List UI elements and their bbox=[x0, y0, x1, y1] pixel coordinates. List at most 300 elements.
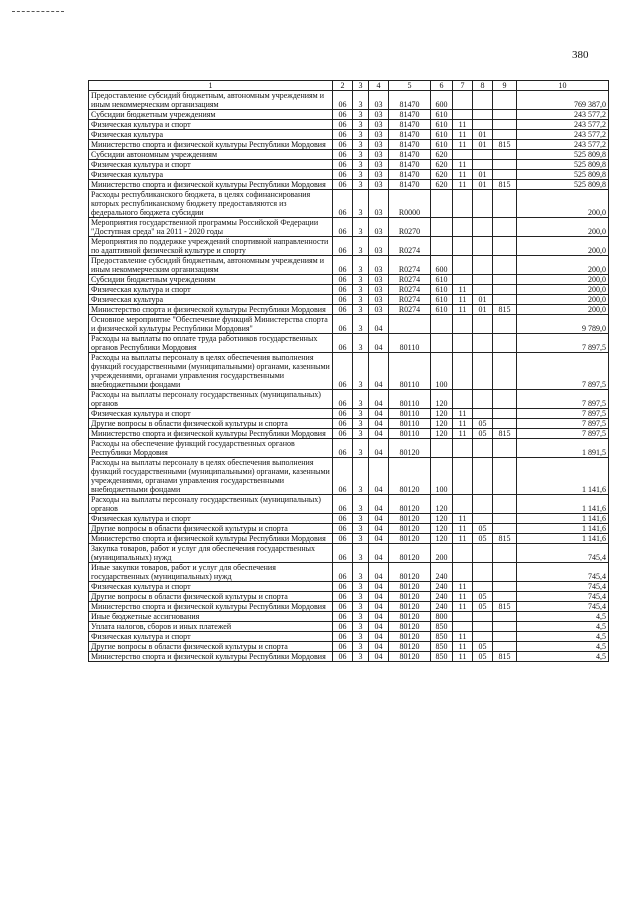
row-name-cell: Предоставление субсидий бюджетным, автономным учреждениям и иным некоммерческим организациям bbox=[89, 91, 333, 110]
amount-cell: 745,4 bbox=[517, 544, 609, 563]
row-name-cell: Субсидии бюджетным учреждениям bbox=[89, 110, 333, 120]
table-row bbox=[89, 592, 609, 602]
code-cell bbox=[453, 237, 473, 256]
code-cell: 3 bbox=[353, 130, 369, 140]
code-cell bbox=[493, 495, 517, 514]
code-cell bbox=[473, 458, 493, 495]
code-cell: 11 bbox=[453, 642, 473, 652]
code-cell: 11 bbox=[453, 429, 473, 439]
code-cell: 01 bbox=[473, 295, 493, 305]
code-cell: 81470 bbox=[389, 91, 431, 110]
amount-cell: 4,5 bbox=[517, 622, 609, 632]
code-cell: 120 bbox=[431, 495, 453, 514]
code-cell: 80120 bbox=[389, 652, 431, 662]
code-cell bbox=[453, 439, 473, 458]
code-cell bbox=[493, 315, 517, 334]
code-cell: 3 bbox=[353, 439, 369, 458]
table-row bbox=[89, 150, 609, 160]
code-cell: 3 bbox=[353, 120, 369, 130]
code-cell: 03 bbox=[369, 218, 389, 237]
code-cell: 80110 bbox=[389, 390, 431, 409]
code-cell: 06 bbox=[333, 602, 353, 612]
amount-cell: 745,4 bbox=[517, 563, 609, 582]
table-header-row bbox=[89, 81, 609, 91]
code-cell: 03 bbox=[369, 91, 389, 110]
row-name-cell: Другие вопросы в области физической культуры и спорта bbox=[89, 642, 333, 652]
code-cell bbox=[431, 439, 453, 458]
code-cell: 11 bbox=[453, 120, 473, 130]
row-name-cell: Министерство спорта и физической культуры Республики Мордовия bbox=[89, 140, 333, 150]
row-name-cell: Другие вопросы в области физической культуры и спорта bbox=[89, 419, 333, 429]
code-cell bbox=[453, 458, 473, 495]
code-cell: 06 bbox=[333, 140, 353, 150]
code-cell: 240 bbox=[431, 592, 453, 602]
code-cell: 04 bbox=[369, 602, 389, 612]
code-cell: 04 bbox=[369, 429, 389, 439]
row-name-cell: Физическая культура и спорт bbox=[89, 632, 333, 642]
row-name-cell: Министерство спорта и физической культуры Республики Мордовия bbox=[89, 652, 333, 662]
code-cell: 120 bbox=[431, 534, 453, 544]
code-cell: 06 bbox=[333, 218, 353, 237]
amount-cell: 200,0 bbox=[517, 295, 609, 305]
code-cell bbox=[493, 622, 517, 632]
table-row bbox=[89, 524, 609, 534]
code-cell: 03 bbox=[369, 140, 389, 150]
amount-cell: 9 789,0 bbox=[517, 315, 609, 334]
amount-cell: 200,0 bbox=[517, 190, 609, 218]
code-cell bbox=[493, 150, 517, 160]
code-cell: R0270 bbox=[389, 218, 431, 237]
code-cell: 06 bbox=[333, 419, 353, 429]
code-cell: 04 bbox=[369, 642, 389, 652]
code-cell bbox=[453, 190, 473, 218]
table-row bbox=[89, 534, 609, 544]
code-cell: 850 bbox=[431, 652, 453, 662]
table-row bbox=[89, 275, 609, 285]
amount-cell: 1 141,6 bbox=[517, 495, 609, 514]
code-cell: 06 bbox=[333, 110, 353, 120]
code-cell bbox=[493, 544, 517, 563]
code-cell: 06 bbox=[333, 439, 353, 458]
code-cell: 05 bbox=[473, 429, 493, 439]
code-cell: 06 bbox=[333, 190, 353, 218]
column-header: 2 bbox=[333, 81, 353, 91]
code-cell: 120 bbox=[431, 514, 453, 524]
code-cell: 11 bbox=[453, 409, 473, 419]
code-cell bbox=[473, 582, 493, 592]
column-header: 5 bbox=[389, 81, 431, 91]
code-cell: 03 bbox=[369, 305, 389, 315]
code-cell bbox=[493, 563, 517, 582]
table-row bbox=[89, 622, 609, 632]
code-cell: 06 bbox=[333, 458, 353, 495]
code-cell: 80120 bbox=[389, 642, 431, 652]
code-cell: 04 bbox=[369, 612, 389, 622]
code-cell: 610 bbox=[431, 275, 453, 285]
code-cell bbox=[493, 190, 517, 218]
code-cell: 81470 bbox=[389, 180, 431, 190]
code-cell: 05 bbox=[473, 592, 493, 602]
amount-cell: 4,5 bbox=[517, 642, 609, 652]
code-cell bbox=[431, 218, 453, 237]
table-row bbox=[89, 642, 609, 652]
code-cell: 80110 bbox=[389, 334, 431, 353]
code-cell: 06 bbox=[333, 429, 353, 439]
table-row bbox=[89, 612, 609, 622]
amount-cell: 1 141,6 bbox=[517, 458, 609, 495]
code-cell: 120 bbox=[431, 524, 453, 534]
code-cell: 81470 bbox=[389, 170, 431, 180]
code-cell: 11 bbox=[453, 582, 473, 592]
code-cell bbox=[493, 353, 517, 390]
code-cell bbox=[473, 275, 493, 285]
code-cell bbox=[493, 256, 517, 275]
code-cell bbox=[453, 110, 473, 120]
code-cell: 81470 bbox=[389, 110, 431, 120]
amount-cell: 7 897,5 bbox=[517, 429, 609, 439]
code-cell: 3 bbox=[353, 256, 369, 275]
code-cell: 06 bbox=[333, 495, 353, 514]
table-row bbox=[89, 652, 609, 662]
code-cell bbox=[473, 218, 493, 237]
code-cell bbox=[473, 256, 493, 275]
code-cell: 80120 bbox=[389, 612, 431, 622]
code-cell: 05 bbox=[473, 642, 493, 652]
code-cell bbox=[493, 612, 517, 622]
code-cell: 610 bbox=[431, 120, 453, 130]
code-cell: 06 bbox=[333, 390, 353, 409]
code-cell: 01 bbox=[473, 305, 493, 315]
amount-cell: 200,0 bbox=[517, 275, 609, 285]
row-name-cell: Субсидии бюджетным учреждениям bbox=[89, 275, 333, 285]
code-cell: 610 bbox=[431, 285, 453, 295]
amount-cell: 525 809,8 bbox=[517, 170, 609, 180]
code-cell: 81470 bbox=[389, 120, 431, 130]
amount-cell: 745,4 bbox=[517, 582, 609, 592]
amount-cell: 243 577,2 bbox=[517, 140, 609, 150]
budget-table bbox=[88, 80, 609, 662]
code-cell bbox=[493, 170, 517, 180]
amount-cell: 1 141,6 bbox=[517, 534, 609, 544]
row-name-cell: Мероприятия государственной программы Российской Федерации "Доступная среда" на 2011 - 2020 годы bbox=[89, 218, 333, 237]
code-cell bbox=[453, 275, 473, 285]
code-cell: 04 bbox=[369, 419, 389, 429]
code-cell: 11 bbox=[453, 295, 473, 305]
code-cell: 06 bbox=[333, 275, 353, 285]
code-cell: 815 bbox=[493, 602, 517, 612]
code-cell bbox=[473, 285, 493, 295]
code-cell: 120 bbox=[431, 429, 453, 439]
code-cell: 3 bbox=[353, 495, 369, 514]
code-cell: 11 bbox=[453, 140, 473, 150]
code-cell: 3 bbox=[353, 295, 369, 305]
code-cell: 06 bbox=[333, 180, 353, 190]
code-cell bbox=[431, 190, 453, 218]
code-cell: 04 bbox=[369, 622, 389, 632]
code-cell: 80120 bbox=[389, 458, 431, 495]
code-cell bbox=[493, 120, 517, 130]
code-cell: 03 bbox=[369, 120, 389, 130]
table-row bbox=[89, 429, 609, 439]
table-row bbox=[89, 237, 609, 256]
table-body bbox=[89, 91, 609, 662]
code-cell bbox=[493, 160, 517, 170]
code-cell: 11 bbox=[453, 419, 473, 429]
row-name-cell: Министерство спорта и физической культуры Республики Мордовия bbox=[89, 534, 333, 544]
column-header: 10 bbox=[517, 81, 609, 91]
code-cell: 04 bbox=[369, 592, 389, 602]
code-cell: 3 bbox=[353, 582, 369, 592]
code-cell bbox=[493, 110, 517, 120]
amount-cell: 7 897,5 bbox=[517, 390, 609, 409]
code-cell: 04 bbox=[369, 458, 389, 495]
code-cell: 04 bbox=[369, 409, 389, 419]
code-cell: 11 bbox=[453, 285, 473, 295]
code-cell: 03 bbox=[369, 190, 389, 218]
code-cell: 850 bbox=[431, 622, 453, 632]
code-cell bbox=[493, 130, 517, 140]
code-cell: 04 bbox=[369, 534, 389, 544]
amount-cell: 7 897,5 bbox=[517, 334, 609, 353]
table-row bbox=[89, 110, 609, 120]
code-cell bbox=[473, 622, 493, 632]
code-cell: 3 bbox=[353, 458, 369, 495]
code-cell: 3 bbox=[353, 524, 369, 534]
code-cell bbox=[453, 256, 473, 275]
table-row bbox=[89, 514, 609, 524]
code-cell: 11 bbox=[453, 602, 473, 612]
code-cell: 3 bbox=[353, 612, 369, 622]
row-name-cell: Физическая культура bbox=[89, 130, 333, 140]
code-cell: 620 bbox=[431, 160, 453, 170]
code-cell bbox=[453, 390, 473, 409]
code-cell bbox=[493, 419, 517, 429]
table-row bbox=[89, 285, 609, 295]
code-cell: 3 bbox=[353, 353, 369, 390]
code-cell: 3 bbox=[353, 285, 369, 295]
row-name-cell: Физическая культура bbox=[89, 295, 333, 305]
code-cell: 01 bbox=[473, 140, 493, 150]
code-cell: 11 bbox=[453, 652, 473, 662]
table-row bbox=[89, 315, 609, 334]
code-cell: 11 bbox=[453, 130, 473, 140]
code-cell bbox=[473, 237, 493, 256]
table-row bbox=[89, 390, 609, 409]
code-cell: 05 bbox=[473, 419, 493, 429]
code-cell: 04 bbox=[369, 334, 389, 353]
code-cell bbox=[493, 334, 517, 353]
code-cell bbox=[493, 409, 517, 419]
amount-cell: 200,0 bbox=[517, 285, 609, 295]
code-cell bbox=[473, 353, 493, 390]
code-cell: 100 bbox=[431, 458, 453, 495]
amount-cell: 525 809,8 bbox=[517, 150, 609, 160]
row-name-cell: Министерство спорта и физической культуры Республики Мордовия bbox=[89, 305, 333, 315]
code-cell: 03 bbox=[369, 237, 389, 256]
row-name-cell: Иные закупки товаров, работ и услуг для обеспечения государственных (муниципальных) нужд bbox=[89, 563, 333, 582]
code-cell bbox=[453, 315, 473, 334]
code-cell: 3 bbox=[353, 170, 369, 180]
code-cell: 240 bbox=[431, 602, 453, 612]
code-cell bbox=[493, 642, 517, 652]
code-cell: 11 bbox=[453, 305, 473, 315]
code-cell: 620 bbox=[431, 170, 453, 180]
code-cell: 11 bbox=[453, 514, 473, 524]
code-cell bbox=[473, 495, 493, 514]
code-cell: 3 bbox=[353, 544, 369, 563]
code-cell bbox=[493, 632, 517, 642]
code-cell: 05 bbox=[473, 602, 493, 612]
code-cell bbox=[473, 544, 493, 563]
amount-cell: 200,0 bbox=[517, 305, 609, 315]
code-cell bbox=[473, 409, 493, 419]
row-name-cell: Министерство спорта и физической культуры Республики Мордовия bbox=[89, 602, 333, 612]
code-cell bbox=[473, 190, 493, 218]
code-cell: 11 bbox=[453, 632, 473, 642]
table-row bbox=[89, 295, 609, 305]
code-cell: 815 bbox=[493, 534, 517, 544]
code-cell bbox=[493, 91, 517, 110]
code-cell: 06 bbox=[333, 130, 353, 140]
code-cell: 850 bbox=[431, 642, 453, 652]
code-cell: 04 bbox=[369, 582, 389, 592]
page-number: 380 bbox=[572, 49, 589, 61]
table-row bbox=[89, 130, 609, 140]
code-cell: 620 bbox=[431, 150, 453, 160]
column-header: 9 bbox=[493, 81, 517, 91]
code-cell: 04 bbox=[369, 632, 389, 642]
table-row bbox=[89, 563, 609, 582]
table-row bbox=[89, 256, 609, 275]
row-name-cell: Расходы республиканского бюджета, в целях софинансирования которых республиканскому бюджету предоставляются из федерального бюджета субсидии bbox=[89, 190, 333, 218]
table-row bbox=[89, 353, 609, 390]
code-cell: 04 bbox=[369, 652, 389, 662]
code-cell: R0274 bbox=[389, 275, 431, 285]
code-cell bbox=[453, 544, 473, 563]
code-cell bbox=[473, 612, 493, 622]
code-cell bbox=[453, 495, 473, 514]
code-cell bbox=[453, 150, 473, 160]
code-cell: 81470 bbox=[389, 140, 431, 150]
code-cell bbox=[473, 439, 493, 458]
row-name-cell: Иные бюджетные ассигнования bbox=[89, 612, 333, 622]
code-cell: 610 bbox=[431, 140, 453, 150]
code-cell: 80110 bbox=[389, 353, 431, 390]
code-cell bbox=[493, 439, 517, 458]
code-cell bbox=[453, 334, 473, 353]
code-cell: 620 bbox=[431, 180, 453, 190]
code-cell bbox=[473, 150, 493, 160]
code-cell: 04 bbox=[369, 544, 389, 563]
code-cell: 3 bbox=[353, 305, 369, 315]
row-name-cell: Расходы на обеспечение функций государственных органов Республики Мордовия bbox=[89, 439, 333, 458]
code-cell: 3 bbox=[353, 190, 369, 218]
amount-cell: 1 141,6 bbox=[517, 524, 609, 534]
code-cell: 3 bbox=[353, 534, 369, 544]
code-cell: 3 bbox=[353, 160, 369, 170]
code-cell: 05 bbox=[473, 652, 493, 662]
code-cell: 06 bbox=[333, 524, 353, 534]
code-cell: 04 bbox=[369, 563, 389, 582]
code-cell: 06 bbox=[333, 514, 353, 524]
code-cell bbox=[453, 612, 473, 622]
code-cell: R0274 bbox=[389, 237, 431, 256]
code-cell: 3 bbox=[353, 429, 369, 439]
code-cell: R0274 bbox=[389, 256, 431, 275]
column-header: 1 bbox=[89, 81, 333, 91]
code-cell bbox=[453, 563, 473, 582]
amount-cell: 4,5 bbox=[517, 652, 609, 662]
code-cell bbox=[473, 120, 493, 130]
code-cell: 80120 bbox=[389, 632, 431, 642]
code-cell: 04 bbox=[369, 495, 389, 514]
amount-cell: 745,4 bbox=[517, 602, 609, 612]
code-cell: 03 bbox=[369, 130, 389, 140]
code-cell: 3 bbox=[353, 602, 369, 612]
code-cell: 240 bbox=[431, 563, 453, 582]
code-cell: 80120 bbox=[389, 534, 431, 544]
amount-cell: 243 577,2 bbox=[517, 120, 609, 130]
code-cell: 06 bbox=[333, 534, 353, 544]
code-cell bbox=[473, 160, 493, 170]
amount-cell: 200,0 bbox=[517, 256, 609, 275]
code-cell: 03 bbox=[369, 150, 389, 160]
code-cell: 06 bbox=[333, 91, 353, 110]
code-cell: 81470 bbox=[389, 130, 431, 140]
code-cell: 3 bbox=[353, 592, 369, 602]
code-cell: 06 bbox=[333, 582, 353, 592]
code-cell: 11 bbox=[453, 524, 473, 534]
row-name-cell: Расходы на выплаты по оплате труда работников государственных органов Республики Мордовия bbox=[89, 334, 333, 353]
code-cell: 06 bbox=[333, 256, 353, 275]
code-cell: 06 bbox=[333, 544, 353, 563]
table-row bbox=[89, 91, 609, 110]
row-name-cell: Физическая культура и спорт bbox=[89, 409, 333, 419]
code-cell: 3 bbox=[353, 315, 369, 334]
code-cell: 3 bbox=[353, 275, 369, 285]
code-cell: 815 bbox=[493, 180, 517, 190]
code-cell bbox=[493, 218, 517, 237]
code-cell: 03 bbox=[369, 285, 389, 295]
code-cell: 06 bbox=[333, 652, 353, 662]
code-cell: 03 bbox=[369, 110, 389, 120]
code-cell: 80120 bbox=[389, 602, 431, 612]
code-cell: 81470 bbox=[389, 160, 431, 170]
table-row bbox=[89, 419, 609, 429]
code-cell: 815 bbox=[493, 305, 517, 315]
code-cell: 11 bbox=[453, 180, 473, 190]
row-name-cell: Уплата налогов, сборов и иных платежей bbox=[89, 622, 333, 632]
code-cell: 80120 bbox=[389, 622, 431, 632]
code-cell: 06 bbox=[333, 622, 353, 632]
code-cell: 03 bbox=[369, 256, 389, 275]
row-name-cell: Предоставление субсидий бюджетным, автономным учреждениям и иным некоммерческим организациям bbox=[89, 256, 333, 275]
code-cell: 04 bbox=[369, 439, 389, 458]
column-header: 4 bbox=[369, 81, 389, 91]
code-cell bbox=[493, 582, 517, 592]
code-cell: 06 bbox=[333, 592, 353, 602]
code-cell: 04 bbox=[369, 353, 389, 390]
code-cell: 04 bbox=[369, 524, 389, 534]
row-name-cell: Субсидии автономным учреждениям bbox=[89, 150, 333, 160]
code-cell bbox=[431, 315, 453, 334]
code-cell: 3 bbox=[353, 218, 369, 237]
table-row bbox=[89, 120, 609, 130]
column-header: 8 bbox=[473, 81, 493, 91]
code-cell: R0000 bbox=[389, 190, 431, 218]
code-cell: 850 bbox=[431, 632, 453, 642]
code-cell: 11 bbox=[453, 170, 473, 180]
